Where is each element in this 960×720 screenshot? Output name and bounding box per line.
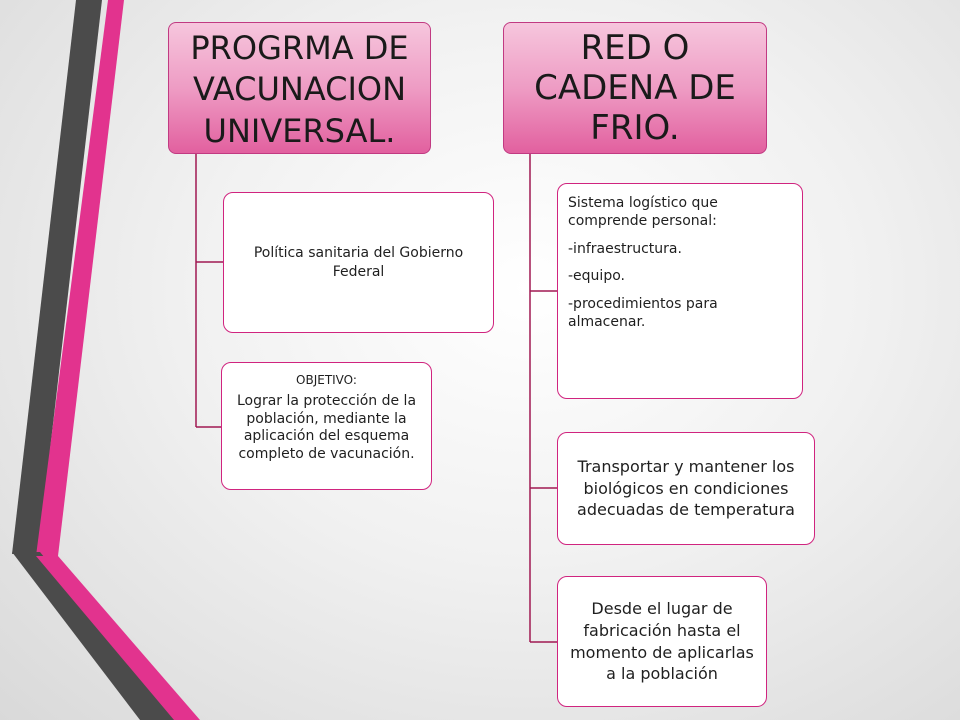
node-politica-sanitaria [223,192,494,333]
header-red-cadena-frio [503,22,767,154]
politica-text: Política sanitaria del Gobierno Federal [253,244,464,280]
transportar-text: Transportar y mantener los biológicos en condiciones adecuadas de temperatura [577,456,795,520]
sistema-line: -procedimientos para almacenar. [568,295,718,331]
node-objetivo [221,362,432,490]
header-line: PROGRMA DE [190,28,409,67]
header-line: FRIO. [590,108,680,149]
sistema-line: -infraestructura. [568,240,682,257]
header-line: UNIVERSAL. [203,111,396,150]
header-programa-vacunacion [168,22,431,154]
header-line: CADENA DE [534,67,736,108]
header-line: VACUNACION [192,70,407,109]
sistema-line: Sistema logístico que comprende personal: [568,195,718,230]
desde-text: Desde el lugar de fabricación hasta el momento de aplicarlas a la población [570,599,754,684]
header-line: RED O [580,27,690,68]
objetivo-title: OBJETIVO: [296,373,357,387]
objetivo-text: Lograr la protección de la población, mediante la aplicación del esquema completo de vacunación. [236,393,417,462]
node-transportar [557,432,815,545]
sistema-line: -equipo. [568,268,625,285]
node-sistema-logistico [557,183,803,399]
node-desde-fabricacion [557,576,767,707]
